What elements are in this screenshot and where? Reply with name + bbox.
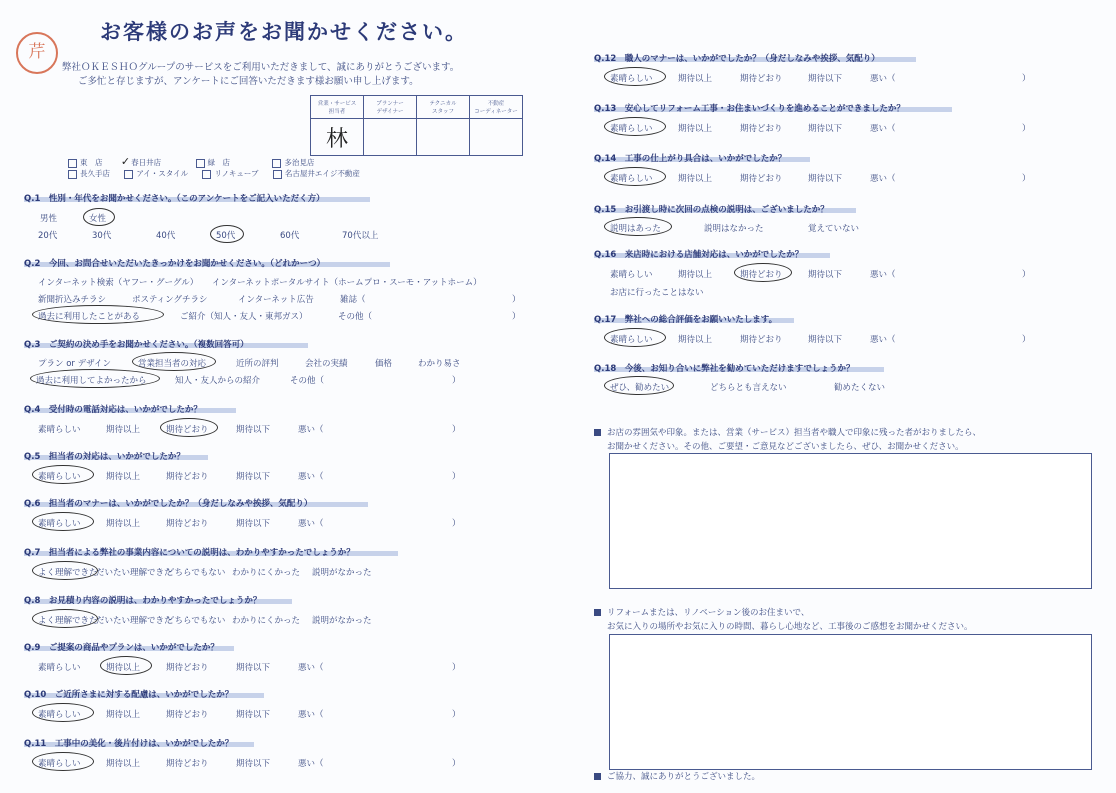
- checkbox-icon[interactable]: [273, 170, 282, 179]
- staff-header-planner: プランナー デザイナー: [364, 96, 417, 119]
- q16-opt-4[interactable]: 悪い（: [870, 270, 896, 280]
- q4-opt-4[interactable]: 悪い（: [298, 425, 324, 435]
- q17-opt-1[interactable]: 期待以上: [678, 335, 713, 345]
- q3-opt-price[interactable]: 価格: [375, 359, 393, 369]
- q16-opt-0[interactable]: 素晴らしい: [610, 270, 653, 280]
- q1-age-60[interactable]: 60代: [280, 231, 300, 241]
- q6-opt-2[interactable]: 期待どおり: [166, 519, 209, 529]
- q14-opt-4[interactable]: 悪い（: [870, 174, 896, 184]
- q16-opt-never[interactable]: お店に行ったことはない: [610, 288, 704, 298]
- comment1-textarea[interactable]: [609, 453, 1092, 589]
- q11-opt-0[interactable]: 素晴らしい: [38, 759, 81, 769]
- q7-circle: [32, 561, 98, 580]
- checkbox-icon[interactable]: [196, 159, 205, 168]
- q13-opt-2[interactable]: 期待どおり: [740, 124, 783, 134]
- checkbox-icon[interactable]: [124, 170, 133, 179]
- q6-opt-1[interactable]: 期待以上: [106, 519, 141, 529]
- q7-opt-1[interactable]: だいたい理解できた: [96, 568, 173, 578]
- q1-age-50[interactable]: 50代: [216, 231, 236, 241]
- comment2-line2: お気に入りの場所やお気に入りの時間、暮らし心地など、工事後のご感想をお聞かせください。: [607, 622, 973, 632]
- q18-label: Q.18 今後、お知り合いに弊社を勧めていただけますでしょうか？: [594, 364, 855, 374]
- q8-opt-3[interactable]: わかりにくかった: [232, 616, 301, 626]
- q1-age-30[interactable]: 30代: [92, 231, 112, 241]
- intro-line-2: ご多忙と存じますが、アンケートにご回答いただきます様お願い申し上げます。: [78, 76, 419, 87]
- q17-opt-3[interactable]: 期待以下: [808, 335, 843, 345]
- q5-opt-3[interactable]: 期待以下: [236, 472, 271, 482]
- q6-opt-0[interactable]: 素晴らしい: [38, 519, 81, 529]
- store-row-2: [68, 168, 360, 179]
- q9-paren-close: ）: [452, 663, 461, 673]
- comment1-line2: お聞かせください。その他、ご要望・ご意見などございましたら、ぜひ、お聞かせください。: [607, 442, 964, 452]
- q13-opt-0[interactable]: 素晴らしい: [610, 124, 653, 134]
- q8-opt-4[interactable]: 説明がなかった: [312, 616, 372, 626]
- q2-paren-close: ）: [512, 295, 521, 305]
- q2-opt-flyer[interactable]: 新聞折込みチラシ: [38, 295, 107, 305]
- q17-paren-close: ）: [1022, 335, 1031, 345]
- q2-paren-close-2: ）: [512, 312, 521, 322]
- q5-opt-1[interactable]: 期待以上: [106, 472, 141, 482]
- q8-circle: [32, 609, 98, 628]
- checkbox-icon[interactable]: [68, 170, 77, 179]
- staff-value-technical[interactable]: [417, 119, 470, 156]
- q9-opt-4[interactable]: 悪い（: [298, 663, 324, 673]
- q7-opt-3[interactable]: わかりにくかった: [232, 568, 301, 578]
- q3-opt-sales[interactable]: 営業担当者の対応: [138, 359, 207, 369]
- q16-circle: [734, 263, 792, 282]
- q4-circle: [160, 418, 218, 437]
- square-bullet-icon: [594, 609, 601, 616]
- q16-opt-3[interactable]: 期待以下: [808, 270, 843, 280]
- q18-opt-neutral[interactable]: どちらとも言えない: [710, 383, 787, 393]
- q4-opt-2[interactable]: 期待どおり: [166, 425, 209, 435]
- q4-label: Q.4 受付時の電話対応は、いかがでしたか？: [24, 405, 202, 415]
- checkbox-icon[interactable]: [202, 170, 211, 179]
- q2-opt-past[interactable]: 過去に利用したことがある: [38, 312, 141, 322]
- q12-circle: [604, 67, 666, 86]
- q9-opt-2[interactable]: 期待どおり: [166, 663, 209, 673]
- q1-age-70[interactable]: 70代以上: [342, 231, 379, 241]
- q1-gender-male[interactable]: 男性: [40, 214, 58, 224]
- q8-label: Q.8 お見積り内容の説明は、わかりやすかったでしょうか？: [24, 596, 262, 606]
- q11-label: Q.11 工事中の美化・後片付けは、いかがでしたか？: [24, 739, 234, 749]
- q12-opt-0[interactable]: 素晴らしい: [610, 74, 653, 84]
- q1-age-20[interactable]: 20代: [38, 231, 58, 241]
- store-tajimi[interactable]: 多治見店: [272, 158, 314, 167]
- store-midori[interactable]: 緑 店: [196, 158, 231, 167]
- q12-opt-2[interactable]: 期待どおり: [740, 74, 783, 84]
- q7-label: Q.7 担当者による弊社の事業内容についての説明は、わかりやすかったでしょうか？: [24, 548, 355, 558]
- q3-circle-sales: [132, 352, 216, 371]
- q12-label: Q.12 職人のマナーは、いかがでしたか？（身だしなみや挨拶、気配り）: [594, 54, 880, 64]
- q2-opt-referral[interactable]: ご紹介（知人・友人・東邦ガス）: [180, 312, 308, 322]
- checkbox-icon[interactable]: [272, 159, 281, 168]
- q1-age-circle: [210, 225, 244, 243]
- q2-label: Q.2 今回、お問合せいただいたきっかけをお聞かせください。（どれかーつ）: [24, 259, 326, 269]
- square-bullet-icon: [594, 773, 601, 780]
- q14-label: Q.14 工事の仕上がり具合は、いかがでしたか？: [594, 154, 787, 164]
- q1-age-40[interactable]: 40代: [156, 231, 176, 241]
- store-istyle[interactable]: アイ・スタイル: [124, 169, 188, 178]
- q6-label: Q.6 担当者のマナーは、いかがでしたか？（身だしなみや挨拶、気配り）: [24, 499, 313, 509]
- q7-opt-2[interactable]: どちらでもない: [166, 568, 226, 578]
- q2-opt-posting[interactable]: ポスティングチラシ: [132, 295, 208, 305]
- q3-opt-other[interactable]: その他（: [290, 376, 325, 386]
- comment2-line1: リフォームまたは、リノベーション後のお住まいで、: [594, 606, 809, 618]
- q8-opt-2[interactable]: どちらでもない: [166, 616, 226, 626]
- q9-opt-3[interactable]: 期待以下: [236, 663, 271, 673]
- q2-opt-other[interactable]: その他（: [338, 312, 373, 322]
- q10-opt-4[interactable]: 悪い（: [298, 710, 324, 720]
- checkmark-icon[interactable]: ✓: [120, 155, 131, 168]
- q17-opt-2[interactable]: 期待どおり: [740, 335, 783, 345]
- store-renocube[interactable]: リノキューブ: [202, 169, 258, 178]
- intro-line-1: 弊社ＯＫＥＳＨＯグループのサービスをご利用いただきまして、誠にありがとうございます。: [62, 62, 460, 73]
- q9-opt-0[interactable]: 素晴らしい: [38, 663, 81, 673]
- q16-label: Q.16 来店時における店舗対応は、いかがでしたか？: [594, 250, 804, 260]
- name-stamp: 芹: [16, 32, 58, 74]
- q15-opt-no[interactable]: 説明はなかった: [704, 224, 764, 234]
- q5-paren-close: ）: [452, 472, 461, 482]
- q10-opt-1[interactable]: 期待以上: [106, 710, 141, 720]
- q14-opt-0[interactable]: 素晴らしい: [610, 174, 653, 184]
- q13-paren-close: ）: [1022, 124, 1031, 134]
- q3-opt-plan[interactable]: プラン or デザイン: [38, 359, 112, 369]
- staff-header-sales: 営業・サービス 担当者: [311, 96, 364, 119]
- staff-header-realestate: 不動産 コーディネーター: [470, 96, 523, 119]
- q1-label: Q.1 性別・年代をお聞かせください。（このアンケートをご記入いただく方）: [24, 194, 325, 204]
- q11-opt-3[interactable]: 期待以下: [236, 759, 271, 769]
- q15-opt-forget[interactable]: 覚えていない: [808, 224, 860, 234]
- q17-circle: [604, 328, 666, 347]
- staff-table: [310, 95, 523, 156]
- q14-circle: [604, 167, 666, 186]
- q8-opt-1[interactable]: だいたい理解できた: [96, 616, 173, 626]
- q5-opt-0[interactable]: 素晴らしい: [38, 472, 81, 482]
- q5-opt-2[interactable]: 期待どおり: [166, 472, 209, 482]
- page-title: お客様のお声をお聞かせください。: [100, 20, 468, 44]
- q15-opt-yes[interactable]: 説明はあった: [610, 224, 661, 234]
- comment1-line1: お店の雰囲気や印象。または、営業（サービス）担当者や職人で印象に残った者がおりましたら、: [594, 426, 981, 438]
- q6-opt-3[interactable]: 期待以下: [236, 519, 271, 529]
- q10-opt-3[interactable]: 期待以下: [236, 710, 271, 720]
- q3-opt-past[interactable]: 過去に利用してよかったから: [36, 376, 147, 386]
- q3-opt-record[interactable]: 会社の実績: [305, 359, 348, 369]
- q18-circle: [604, 376, 674, 395]
- q3-opt-friend[interactable]: 知人・友人からの紹介: [175, 376, 261, 386]
- q1-gender-circle: [83, 208, 115, 226]
- staff-value-planner[interactable]: [364, 119, 417, 156]
- q9-opt-1[interactable]: 期待以上: [106, 663, 141, 673]
- staff-value-realestate[interactable]: [470, 119, 523, 156]
- q17-opt-4[interactable]: 悪い（: [870, 335, 896, 345]
- q16-paren-close: ）: [1022, 270, 1031, 280]
- q2-circle: [32, 305, 164, 324]
- q1-gender-female[interactable]: 女性: [89, 214, 107, 224]
- q11-opt-4[interactable]: 悪い（: [298, 759, 324, 769]
- q4-opt-0[interactable]: 素晴らしい: [38, 425, 81, 435]
- q14-paren-close: ）: [1022, 174, 1031, 184]
- q2-opt-magazine[interactable]: 雑誌（: [340, 295, 366, 305]
- staff-header-technical: テクニカル スタッフ: [417, 96, 470, 119]
- q18-opt-yes[interactable]: ぜひ、勧めたい: [610, 383, 670, 393]
- q6-opt-4[interactable]: 悪い（: [298, 519, 324, 529]
- store-kasugai[interactable]: ✓春日井店: [120, 155, 162, 168]
- comment2-textarea[interactable]: [609, 634, 1092, 770]
- q4-opt-1[interactable]: 期待以上: [106, 425, 141, 435]
- q15-label: Q.15 お引渡し時に次回の点検の説明は、ございましたか？: [594, 205, 829, 215]
- q2-opt-ad[interactable]: インターネット広告: [238, 295, 314, 305]
- q16-opt-2[interactable]: 期待どおり: [740, 270, 783, 280]
- q17-label: Q.17 弊社への総合評価をお願いいたします。: [594, 315, 778, 325]
- q4-opt-3[interactable]: 期待以下: [236, 425, 271, 435]
- q11-opt-2[interactable]: 期待どおり: [166, 759, 209, 769]
- q12-opt-4[interactable]: 悪い（: [870, 74, 896, 84]
- q12-paren-close: ）: [1022, 74, 1031, 84]
- q7-opt-4[interactable]: 説明がなかった: [312, 568, 372, 578]
- q13-opt-3[interactable]: 期待以下: [808, 124, 843, 134]
- q10-opt-0[interactable]: 素晴らしい: [38, 710, 81, 720]
- q13-opt-4[interactable]: 悪い（: [870, 124, 896, 134]
- q11-opt-1[interactable]: 期待以上: [106, 759, 141, 769]
- q14-opt-3[interactable]: 期待以下: [808, 174, 843, 184]
- store-higashi[interactable]: 東 店: [68, 158, 103, 167]
- q10-paren-close: ）: [452, 710, 461, 720]
- q9-circle: [100, 656, 152, 675]
- q2-opt-search[interactable]: インターネット検索（ヤフー・グーグル）: [38, 278, 199, 288]
- square-bullet-icon: [594, 429, 601, 436]
- q5-opt-4[interactable]: 悪い（: [298, 472, 324, 482]
- q3-circle-past: [30, 369, 160, 388]
- q8-opt-0[interactable]: よく理解できた: [38, 616, 98, 626]
- q12-opt-1[interactable]: 期待以上: [678, 74, 713, 84]
- thanks-line: ご協力、誠にありがとうございました。: [594, 770, 760, 782]
- q6-circle: [32, 512, 94, 531]
- q5-label: Q.5 担当者の対応は、いかがでしたか？: [24, 452, 185, 462]
- q14-opt-1[interactable]: 期待以上: [678, 174, 713, 184]
- q6-paren-close: ）: [452, 519, 461, 529]
- q2-opt-portal[interactable]: インターネットポータルサイト（ホームプロ・スーモ・アットホーム）: [212, 278, 482, 288]
- q3-opt-clarity[interactable]: わかり易さ: [418, 359, 461, 369]
- q14-opt-2[interactable]: 期待どおり: [740, 174, 783, 184]
- q15-circle: [604, 217, 672, 236]
- q4-paren-close: ）: [452, 425, 461, 435]
- q3-opt-reputation[interactable]: 近所の評判: [236, 359, 279, 369]
- q5-circle: [32, 465, 94, 484]
- q17-opt-0[interactable]: 素晴らしい: [610, 335, 653, 345]
- q11-circle: [32, 752, 94, 771]
- store-row-1: [68, 155, 314, 168]
- q9-label: Q.9 ご提案の商品やプランは、いかがでしたか？: [24, 643, 219, 653]
- q10-circle: [32, 703, 94, 722]
- store-realestate[interactable]: 名古屋井エイジ不動産: [273, 169, 360, 178]
- q11-paren-close: ）: [452, 759, 461, 769]
- checkbox-icon[interactable]: [68, 159, 77, 168]
- q10-opt-2[interactable]: 期待どおり: [166, 710, 209, 720]
- q10-label: Q.10 ご近所さまに対する配慮は、いかがでしたか？: [24, 690, 234, 700]
- q7-opt-0[interactable]: よく理解できた: [38, 568, 98, 578]
- staff-value-sales[interactable]: 林: [311, 119, 364, 156]
- q13-opt-1[interactable]: 期待以上: [678, 124, 713, 134]
- q18-opt-no[interactable]: 勧めたくない: [834, 383, 886, 393]
- q16-opt-1[interactable]: 期待以上: [678, 270, 713, 280]
- q12-opt-3[interactable]: 期待以下: [808, 74, 843, 84]
- store-nagakute[interactable]: 長久手店: [68, 169, 110, 178]
- q3-paren-close: ）: [452, 376, 461, 386]
- q3-label: Q.3 ご契約の決め手をお聞かせください。（複数回答可）: [24, 340, 249, 350]
- q13-label: Q.13 安心してリフォーム工事・お住まいづくりを進めることができましたか？: [594, 104, 905, 114]
- q13-circle: [604, 117, 666, 136]
